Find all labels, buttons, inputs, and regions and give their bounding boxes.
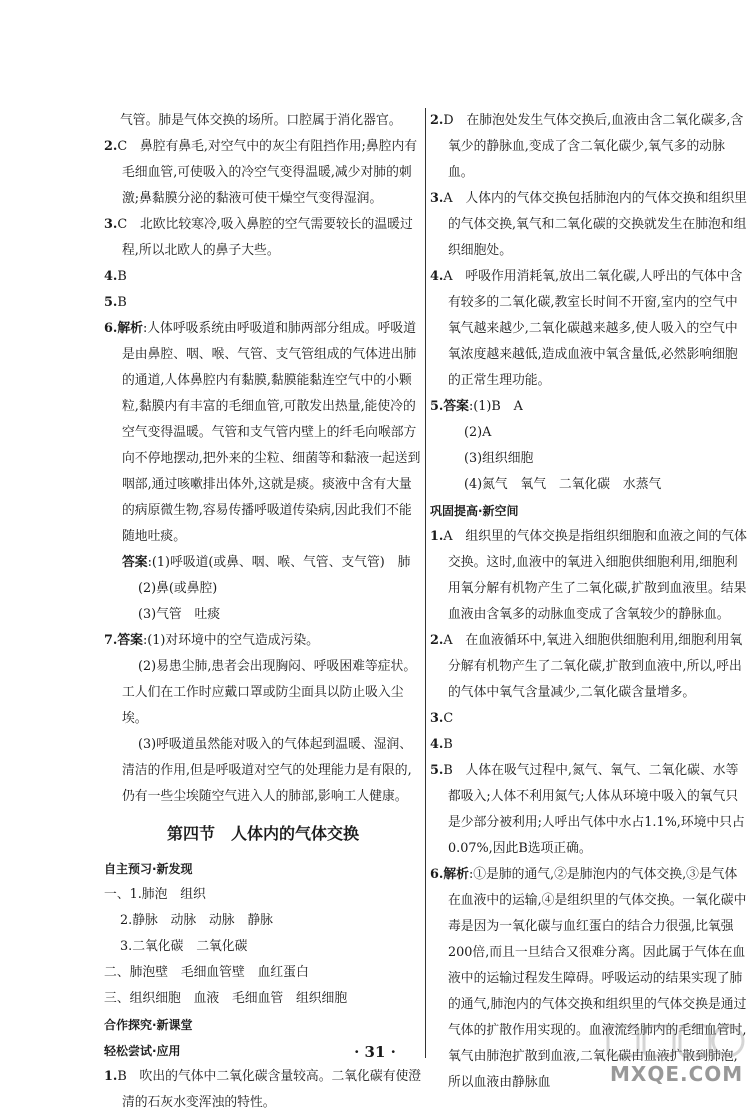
answer-4-number: 4. — [104, 269, 118, 284]
try-2 — [430, 108, 748, 186]
try-1 — [104, 1064, 422, 1116]
preview-4: 二、肺泡壁 毛细血管壁 血红蛋白 — [104, 965, 309, 980]
consolidate-1-text: A 组织里的气体交换是指组织细胞和血液之间的气体交换。这时,血液中的氧进入细胞供细胞利用,细胞利用氧分解有机物产生了二氧化碳,扩散到血液里。结果血液由含氧多的动脉血变成了含氧较少的静脉血。 — [443, 529, 747, 622]
answer-6-analysis — [104, 316, 422, 550]
consolidate-4-number: 4. — [430, 737, 444, 752]
answer-3 — [104, 212, 422, 264]
try-3-number: 3. — [430, 191, 444, 206]
consolidate-2-text: A 在血液循环中,氧进入细胞供细胞利用,细胞利用氧分解有机物产生了二氧化碳,扩散到血液中,所以,呼出的气体中氧气含量减少,二氧化碳含量增多。 — [443, 633, 743, 700]
consolidate-4-text: B — [443, 737, 453, 752]
analysis-label: 解析 — [443, 867, 469, 882]
answer-5-number: 5. — [104, 295, 118, 310]
preview-3: 3.二氧化碳 二氧化碳 — [120, 939, 248, 954]
consolidate-2-number: 2. — [430, 633, 444, 648]
answer-2 — [104, 134, 422, 212]
try-3-text: A 人体内的气体交换包括肺泡内的气体交换和组织里的气体交换,氧气和二氧化碳的交换就发生在肺泡和组织细胞处。 — [443, 191, 747, 258]
section-title: 第四节 人体内的气体交换 — [166, 824, 359, 843]
watermark-text: MXQE.COM — [610, 1062, 744, 1086]
consolidate-4 — [430, 732, 748, 758]
try-5-number: 5. — [430, 399, 444, 414]
try-4-text: A 呼吸作用消耗氧,放出二氧化碳,人呼出的气体中含有较多的二氧化碳,教室长时间不开窗,室内的空气中氧气越来越少,二氧化碳越来越多,使人吸入的空气中氧浓度越来越低,造成血液中氧含量低,必然影响细胞的正常生理功能。 — [443, 269, 743, 388]
consolidate-1-number: 1. — [430, 529, 444, 544]
consolidate-3-text: C — [443, 711, 454, 726]
try-1-number: 1. — [104, 1069, 118, 1084]
heading-explore: 合作探究·新课堂 — [104, 1018, 193, 1032]
try-3 — [430, 186, 748, 264]
answer-4 — [104, 264, 422, 290]
answer-3-text: C 北欧比较寒冷,吸入鼻腔的空气需要较长的温暖过程,所以北欧人的鼻子大些。 — [117, 217, 413, 258]
answer-5-text: B — [117, 295, 127, 310]
consolidate-3-number: 3. — [430, 711, 444, 726]
right-column — [430, 108, 748, 1096]
heading-consolidate: 巩固提高·新空间 — [430, 504, 519, 518]
answer-label: 答案 — [117, 633, 143, 648]
consolidate-3 — [430, 706, 748, 732]
answer-6-part-1: :(1)呼吸道(或鼻、咽、喉、气管、支气管) 肺 — [147, 555, 411, 570]
consolidate-5-number: 5. — [430, 763, 444, 778]
page-number: · 31 · — [354, 1043, 396, 1061]
answer-2-text: C 鼻腔有鼻毛,对空气中的灰尘有阻挡作用;鼻腔内有毛细血管,可使吸入的冷空气变得温暖,减少对肺的刺激;鼻黏膜分泌的黏液可使干燥空气变得湿润。 — [117, 139, 418, 206]
consolidate-6-text: :①是肺的通气,②是肺泡内的气体交换,③是气体在血液中的运输,④是组织里的气体交换。一氧化碳中毒是因为一氧化碳与血红蛋白的结合力很强,比氧强200倍,而且一旦结合又很难分离。因此属于气体在血液中的运输过程发生障碍。呼吸运动的结果实现了肺的通气,肺泡内的气体交换和组织里的气体交换是通过气体的扩散作用实现的。血液流经肺内的毛细血管时,氧气由肺泡扩散到血液,二氧化碳由血液扩散到肺泡,所以血液由静脉血 — [448, 867, 747, 1090]
answer-label: 答案 — [443, 399, 469, 414]
consolidate-6-number: 6. — [430, 867, 444, 882]
answer-7-number: 7. — [104, 633, 118, 648]
answer-7-part-2: (2)易患尘肺,患者会出现胸闷、呼吸困难等症状。工人们在工作时应戴口罩或防尘面具以防止吸入尘埃。 — [122, 659, 417, 726]
answer-5 — [104, 290, 422, 316]
consolidate-5 — [430, 758, 748, 862]
try-4 — [430, 264, 748, 394]
try-1-text: B 吹出的气体中二氧化碳含量较高。二氧化碳有使澄清的石灰水变浑浊的特性。 — [117, 1069, 422, 1110]
answer-label: 答案 — [122, 555, 148, 570]
try-5 — [430, 394, 748, 420]
answer-6-part-2: (2)鼻(或鼻腔) — [138, 581, 218, 596]
consolidate-1 — [430, 524, 748, 628]
column-divider — [425, 108, 426, 1058]
consolidate-2 — [430, 628, 748, 706]
answer-6-analysis-text: :人体呼吸系统由呼吸道和肺两部分组成。呼吸道是由鼻腔、咽、喉、气管、支气管组成的气体进出肺的通道,人体鼻腔内有黏膜,黏膜能黏连空气中的小颗粒,黏膜内有丰富的毛细血管,可散发出热量,能使冷的空气变得温暖。气管和支气管内壁上的纤毛向喉部方向不停地摆动,把外来的尘粒、细菌等和黏液一起送到咽部,通过咳嗽排出体外,这就是痰。痰液中含有大量的病原微生物,容易传播呼吸道传染病,因此我们不能随地吐痰。 — [122, 321, 421, 544]
answer-6-part-3: (3)气管 吐痰 — [138, 607, 221, 622]
answer-4-text: B — [117, 269, 127, 284]
answer-7-part-3: (3)呼吸道虽然能对吸入的气体起到温暖、湿润、清洁的作用,但是呼吸道对空气的处理能力是有限的,仍有一些尘埃随空气进入人的肺部,影响工人健康。 — [122, 737, 413, 804]
preview-5: 三、组织细胞 血液 毛细血管 组织细胞 — [104, 991, 348, 1006]
try-2-text: D 在肺泡处发生气体交换后,血液由含二氧化碳多,含氧少的静脉血,变成了含二氧化碳少,氧气多的动脉血。 — [443, 113, 744, 180]
analysis-label: 解析 — [117, 321, 143, 336]
left-line-0: 气管。肺是气体交换的场所。口腔属于消化器官。 — [120, 113, 402, 128]
left-column — [104, 108, 422, 1116]
try-5-part-2: (2)A — [464, 425, 492, 440]
try-4-number: 4. — [430, 269, 444, 284]
consolidate-5-text: B 人体在吸气过程中,氮气、氧气、二氧化碳、水等都吸入;人体不利用氮气;人体从环境中吸入的氧气只是少部分被利用;人呼出气体中水占1.1%,环境中只占0.07%,因此B选项正确。 — [443, 763, 745, 856]
heading-preview: 自主预习·新发现 — [104, 862, 193, 876]
preview-1: 一、1.肺泡 组织 — [104, 887, 206, 902]
try-2-number: 2. — [430, 113, 444, 128]
heading-try: 轻松尝试·应用 — [104, 1044, 181, 1058]
try-5-part-3: (3)组织细胞 — [464, 451, 534, 466]
answer-3-number: 3. — [104, 217, 118, 232]
answer-2-number: 2. — [104, 139, 118, 154]
answer-6-answer — [104, 550, 422, 576]
answer-7 — [104, 628, 422, 654]
answer-6-number: 6. — [104, 321, 118, 336]
preview-2: 2.静脉 动脉 动脉 静脉 — [120, 913, 273, 928]
try-5-part-4: (4)氮气 氧气 二氧化碳 水蒸气 — [464, 477, 662, 492]
try-5-part-1: :(1)B A — [468, 399, 523, 414]
answer-7-part-1: :(1)对环境中的空气造成污染。 — [142, 633, 319, 648]
